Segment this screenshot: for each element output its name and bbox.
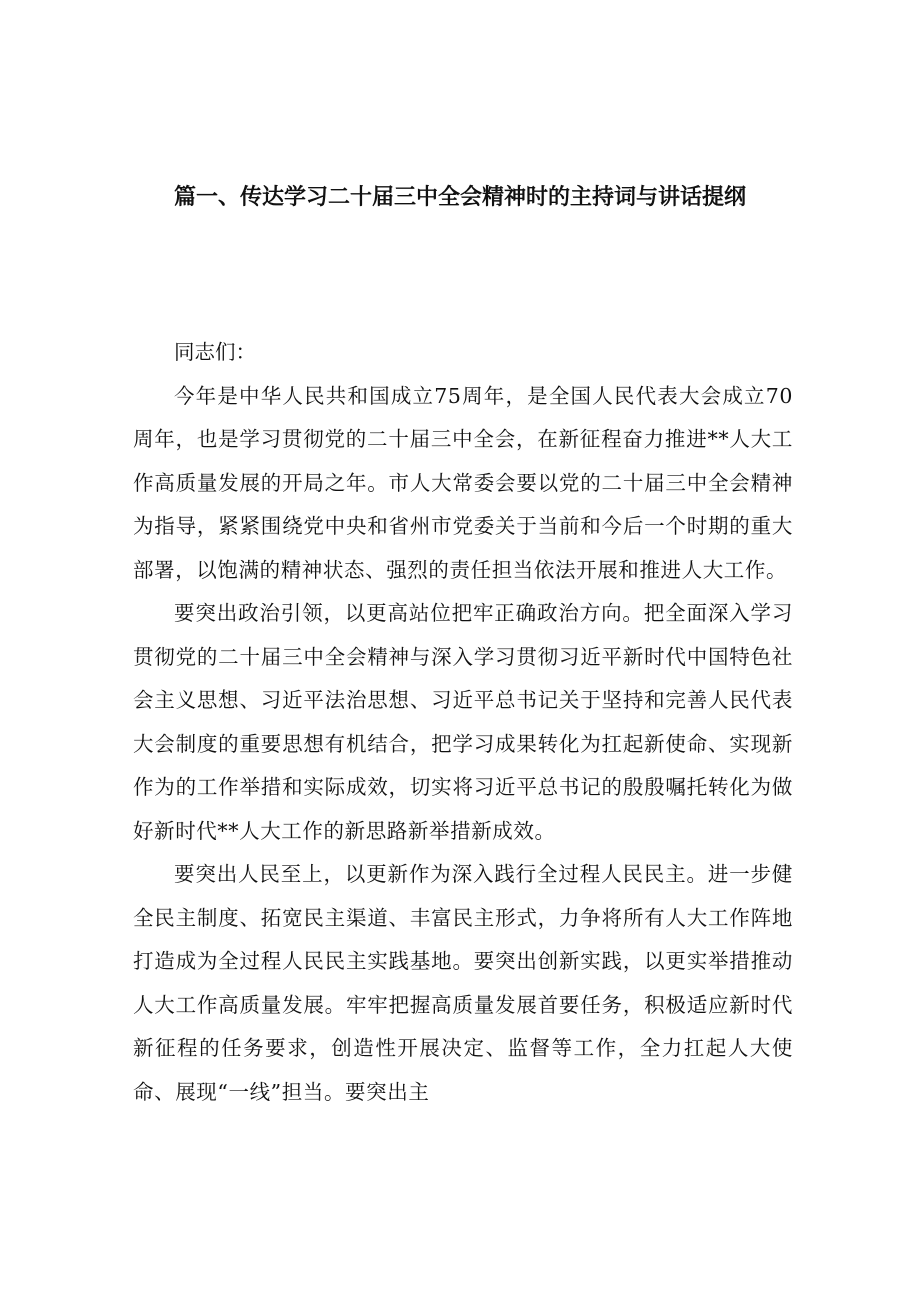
- document-title: 篇一、传达学习二十届三中全会精神时的主持词与讲话提纲: [173, 185, 746, 210]
- paragraph-3: 要突出人民至上，以更新作为深入践行全过程人民民主。进一步健全民主制度、拓宽民主渠道、丰富民主形式，力争将所有人大工作阵地打造成为全过程人民民主实践基地。要突出创新实践，以更实举措推动人大工作高质量发展。牢牢把握高质量发展首要任务，积极适应新时代新征程的任务要求，创造性开展决定、监督等工作，全力扛起人大使命、展现“一线”担当。要突出主: [133, 862, 793, 1104]
- paragraph-1: 今年是中华人民共和国成立75周年，是全国人民代表大会成立70周年，也是学习贯彻党的二十届三中全会，在新征程奋力推进**人大工作高质量发展的开局之年。市人大常委会要以党的二十届三中全会精神为指导，紧紧围绕党中央和省州市党委关于当前和今后一个时期的重大部署，以饱满的精神状态、强烈的责任担当依法开展和推进人大工作。: [133, 383, 793, 582]
- paragraph-2: 要突出政治引领，以更高站位把牢正确政治方向。把全面深入学习贯彻党的二十届三中全会精神与深入学习贯彻习近平新时代中国特色社会主义思想、习近平法治思想、习近平总书记关于坚持和完善人民代表大会制度的重要思想有机结合，把学习成果转化为扛起新使命、实现新作为的工作举措和实际成效，切实将习近平总书记的殷殷嘱托转化为做好新时代**人大工作的新思路新举措新成效。: [133, 601, 793, 843]
- greeting: 同志们：: [174, 340, 256, 364]
- document-body: [133, 331, 793, 1114]
